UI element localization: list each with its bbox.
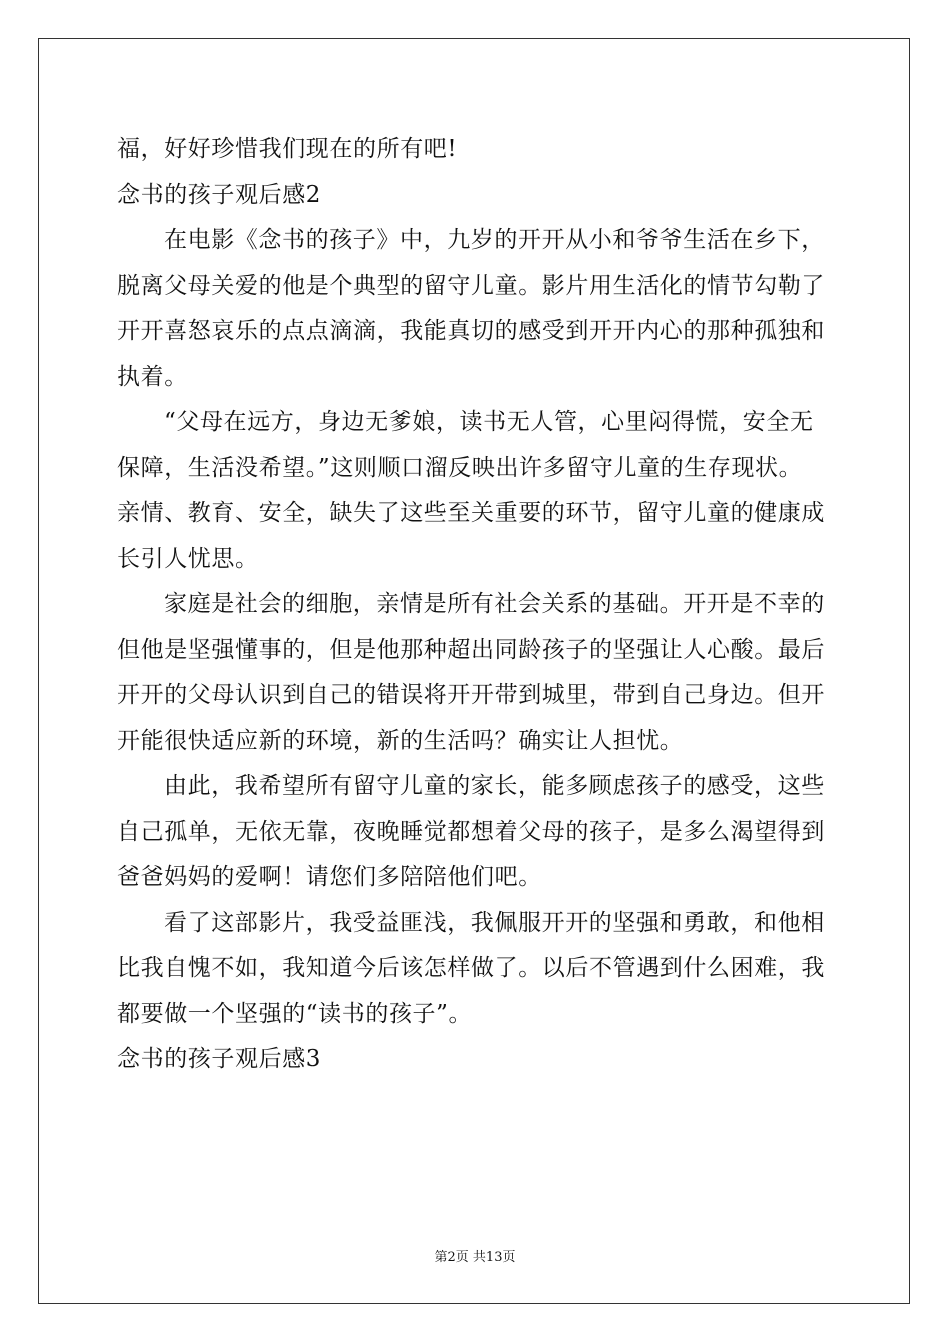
paragraph-line: 在电影《念书的孩子》中，九岁的开开从小和爷爷生活在乡下，: [164, 227, 825, 253]
paragraph-line: 脱离父母关爱的他是个典型的留守儿童。影片用生活化的情节勾勒了: [117, 272, 825, 299]
paragraph-line: 开开的父母认识到自己的错误将开开带到城里，带到自己身边。但开: [117, 682, 825, 708]
paragraph-line: 比我自愧不如，我知道今后该怎样做了。以后不管遇到什么困难，我: [117, 955, 825, 981]
section-heading: 念书的孩子观后感2: [117, 181, 322, 208]
paragraph-line: 自己孤单，无依无靠，夜晚睡觉都想着父母的孩子，是多么渴望得到: [117, 818, 825, 845]
paragraph-line: 开开喜怒哀乐的点点滴滴，我能真切的感受到开开内心的那种孤独和: [117, 318, 825, 344]
paragraph-line: 都要做一个坚强的“读书的孩子”。: [117, 1000, 473, 1027]
section-heading: 念书的孩子观后感3: [117, 1046, 322, 1072]
paragraph-line: 爸爸妈妈的爱啊！请您们多陪陪他们吧。: [117, 864, 542, 890]
paragraph-line: 开能很快适应新的环境，新的生活吗？确实让人担忧。: [117, 727, 684, 754]
paragraph-line: 家庭是社会的细胞，亲情是所有社会关系的基础。开开是不幸的: [164, 591, 825, 617]
paragraph-line: 长引人忧思。: [117, 545, 259, 572]
paragraph-line: 由此，我希望所有留守儿童的家长，能多顾虑孩子的感受，这些: [164, 773, 825, 799]
paragraph-line: 保障，生活没希望。”这则顺口溜反映出许多留守儿童的生存现状。: [117, 454, 803, 481]
paragraph-line: 但他是坚强懂事的，但是他那种超出同龄孩子的坚强让人心酸。最后: [117, 636, 825, 663]
paragraph-line: 执着。: [117, 363, 188, 390]
document-body: [117, 127, 833, 1083]
paragraph-line: 亲情、教育、安全，缺失了这些至关重要的环节，留守儿童的健康成: [117, 500, 825, 526]
paragraph-line: 看了这部影片，我受益匪浅，我佩服开开的坚强和勇敢，和他相: [164, 909, 825, 936]
text-line: 福，好好珍惜我们现在的所有吧!: [117, 136, 458, 162]
paragraph-line: “父母在远方，身边无爹娘，读书无人管，心里闷得慌，安全无: [164, 409, 814, 435]
page-number-footer: 第2页 共13页: [434, 1250, 516, 1265]
